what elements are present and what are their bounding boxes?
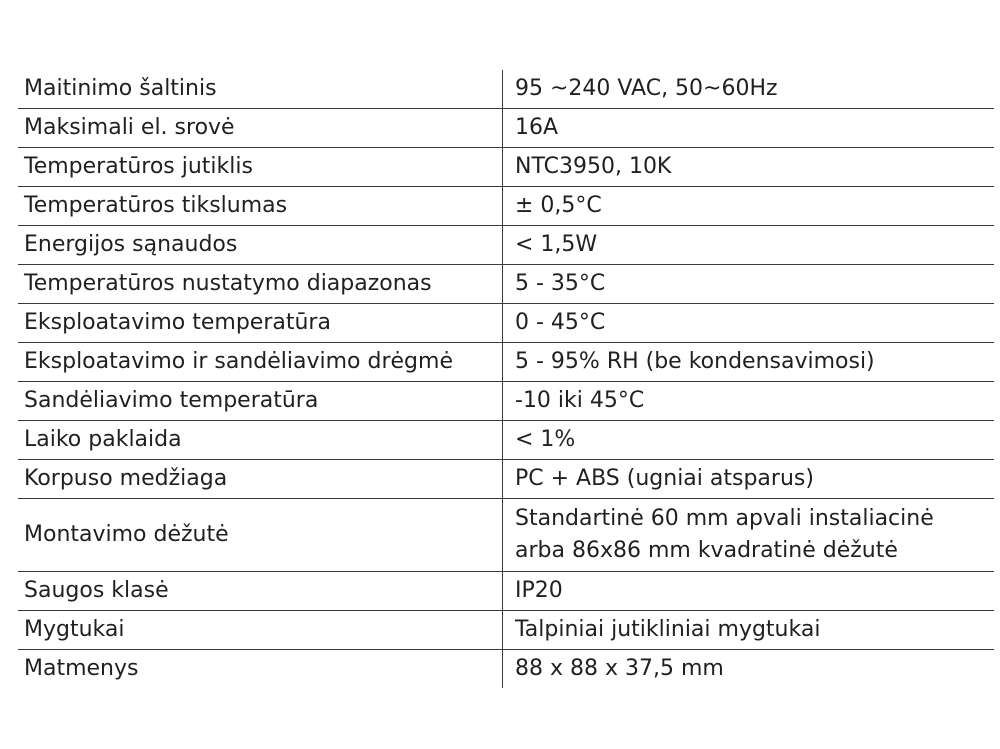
- table-row: [18, 148, 994, 187]
- param-value: NTC3950, 10K: [503, 148, 995, 187]
- param-name: Temperatūros nustatymo diapazonas: [18, 265, 503, 304]
- param-name: Saugos klasė: [18, 572, 503, 611]
- table-row: [18, 650, 994, 689]
- param-name: Laiko paklaida: [18, 421, 503, 460]
- table-row: [18, 70, 994, 109]
- table-row: [18, 343, 994, 382]
- table-row: [18, 265, 994, 304]
- param-name: Energijos sąnaudos: [18, 226, 503, 265]
- param-value: IP20: [503, 572, 995, 611]
- table-row: [18, 382, 994, 421]
- param-value: 5 - 95% RH (be kondensavimosi): [503, 343, 995, 382]
- param-name: Eksploatavimo ir sandėliavimo drėgmė: [18, 343, 503, 382]
- param-name: Montavimo dėžutė: [18, 499, 503, 572]
- param-value: ± 0,5°C: [503, 187, 995, 226]
- param-name: Matmenys: [18, 650, 503, 689]
- param-value: < 1%: [503, 421, 995, 460]
- table-row: [18, 226, 994, 265]
- param-value: 88 x 88 x 37,5 mm: [515, 656, 724, 681]
- param-name: Eksploatavimo temperatūra: [18, 304, 503, 343]
- param-name: Maitinimo šaltinis: [18, 70, 503, 109]
- param-name: Korpuso medžiaga: [18, 460, 503, 499]
- param-value-line: Standartinė 60 mm apvali instaliacinė: [515, 506, 934, 531]
- param-name: Temperatūros tikslumas: [18, 187, 503, 226]
- table-row: [18, 421, 994, 460]
- table-row: [18, 187, 994, 226]
- param-value-line: arba 86x86 mm kvadratinė dėžutė: [515, 538, 898, 563]
- param-name: Sandėliavimo temperatūra: [18, 382, 503, 421]
- param-value: < 1,5W: [503, 226, 995, 265]
- table-row: [18, 460, 994, 499]
- param-value: 5 - 35°C: [503, 265, 995, 304]
- param-name: Temperatūros jutiklis: [18, 148, 503, 187]
- param-value: -10 iki 45°C: [503, 382, 995, 421]
- param-value: 95 ~240 VAC, 50~60Hz: [503, 70, 995, 109]
- table-row: [18, 611, 994, 650]
- param-name: Maksimali el. srovė: [18, 109, 503, 148]
- param-value: [503, 499, 995, 572]
- param-value: PC + ABS (ugniai atsparus): [503, 460, 995, 499]
- param-value: 16A: [503, 109, 995, 148]
- table-row: [18, 304, 994, 343]
- param-name: Mygtukai: [18, 611, 503, 650]
- table-row: [18, 499, 994, 572]
- param-value: 0 - 45°C: [503, 304, 995, 343]
- table-row: [18, 572, 994, 611]
- param-value: Talpiniai jutikliniai mygtukai: [503, 611, 995, 650]
- specifications-table: [18, 70, 994, 688]
- table-row: [18, 109, 994, 148]
